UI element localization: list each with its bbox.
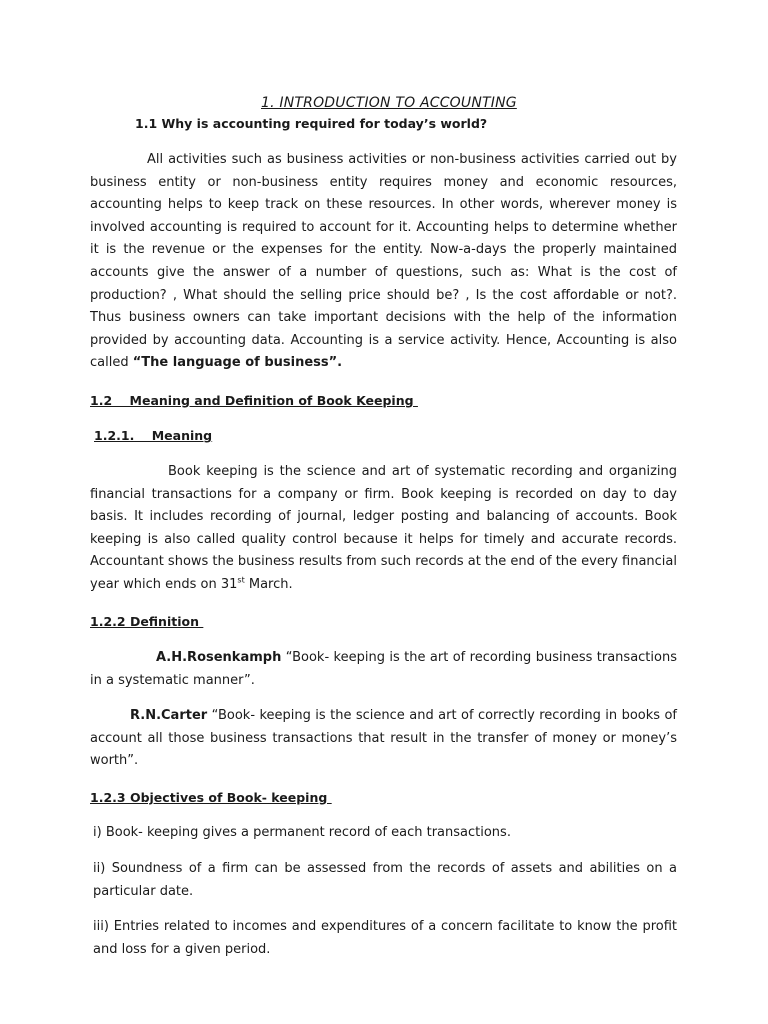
ordinal-suffix: st — [237, 575, 245, 585]
objective-item: iii) Entries related to incomes and expenditures of a concern facilitate to know the profit and loss for a given period. — [93, 919, 677, 957]
section-1-2-heading: 1.2 Meaning and Definition of Book Keeping — [90, 393, 418, 408]
meaning-text: Book keeping is the science and art of systematic recording and organizing financial transactions for a company or firm. Book keeping is recorded on day to day basis. It includes recording of journal, ledger posting and balancing of accounts. Book keeping is also called quality control because it helps for timely and accurate records. Accountant shows the business results from such records at the end of the every financial year which ends on 31 — [90, 464, 677, 592]
section-1-2-2-heading: 1.2.2 Definition — [90, 614, 204, 629]
definition-author: R.N.Carter — [130, 708, 208, 723]
objective-item: ii) Soundness of a firm can be assessed from the records of assets and abilities on a particular date. — [93, 861, 677, 899]
definition-text: “Book- keeping is the science and art of correctly recording in books of account all those business transactions that result in the transfer of money or money’s worth”. — [90, 708, 677, 769]
section-1-2-1-heading: 1.2.1. Meaning — [94, 428, 213, 443]
definition-rosenkamph — [90, 647, 677, 692]
definition-carter — [90, 705, 677, 773]
definition-text: “Book- keeping is the art of recording business transactions in a systematic manner”. — [90, 650, 677, 688]
section-1-1-paragraph — [90, 149, 677, 375]
definition-author: A.H.Rosenkamph — [156, 650, 282, 665]
meaning-text-end: March. — [244, 576, 293, 592]
section-1-2-3-heading: 1.2.3 Objectives of Book- keeping — [90, 790, 332, 805]
document-title: 1. INTRODUCTION TO ACCOUNTING — [261, 95, 517, 111]
language-of-business-phrase: “The language of business”. — [132, 355, 343, 371]
objective-item: i) Book- keeping gives a permanent record of each transactions. — [93, 825, 511, 840]
section-1-2-1-paragraph — [90, 461, 677, 597]
section-1-1-heading: 1.1 Why is accounting required for today’s world? — [135, 116, 488, 131]
section-1-1-text: All activities such as business activities or non-business activities carried out by business entity or non-business entity requires money and economic resources, accounting helps to keep track on these resources. In other words, wherever money is involved accounting is required to account for it. Accounting helps to determine whether it is the revenue or the expenses for the entity. Now-a-days the properly maintained accounts give the answer of a number of questions, such as: What is the cost of production? , What should the selling price should be? , Is the cost affordable or not?. Thus business owners can take important decisions with the help of the information provided by accounting data. Accounting is a service activity. Hence, Accounting is also called — [90, 152, 677, 371]
